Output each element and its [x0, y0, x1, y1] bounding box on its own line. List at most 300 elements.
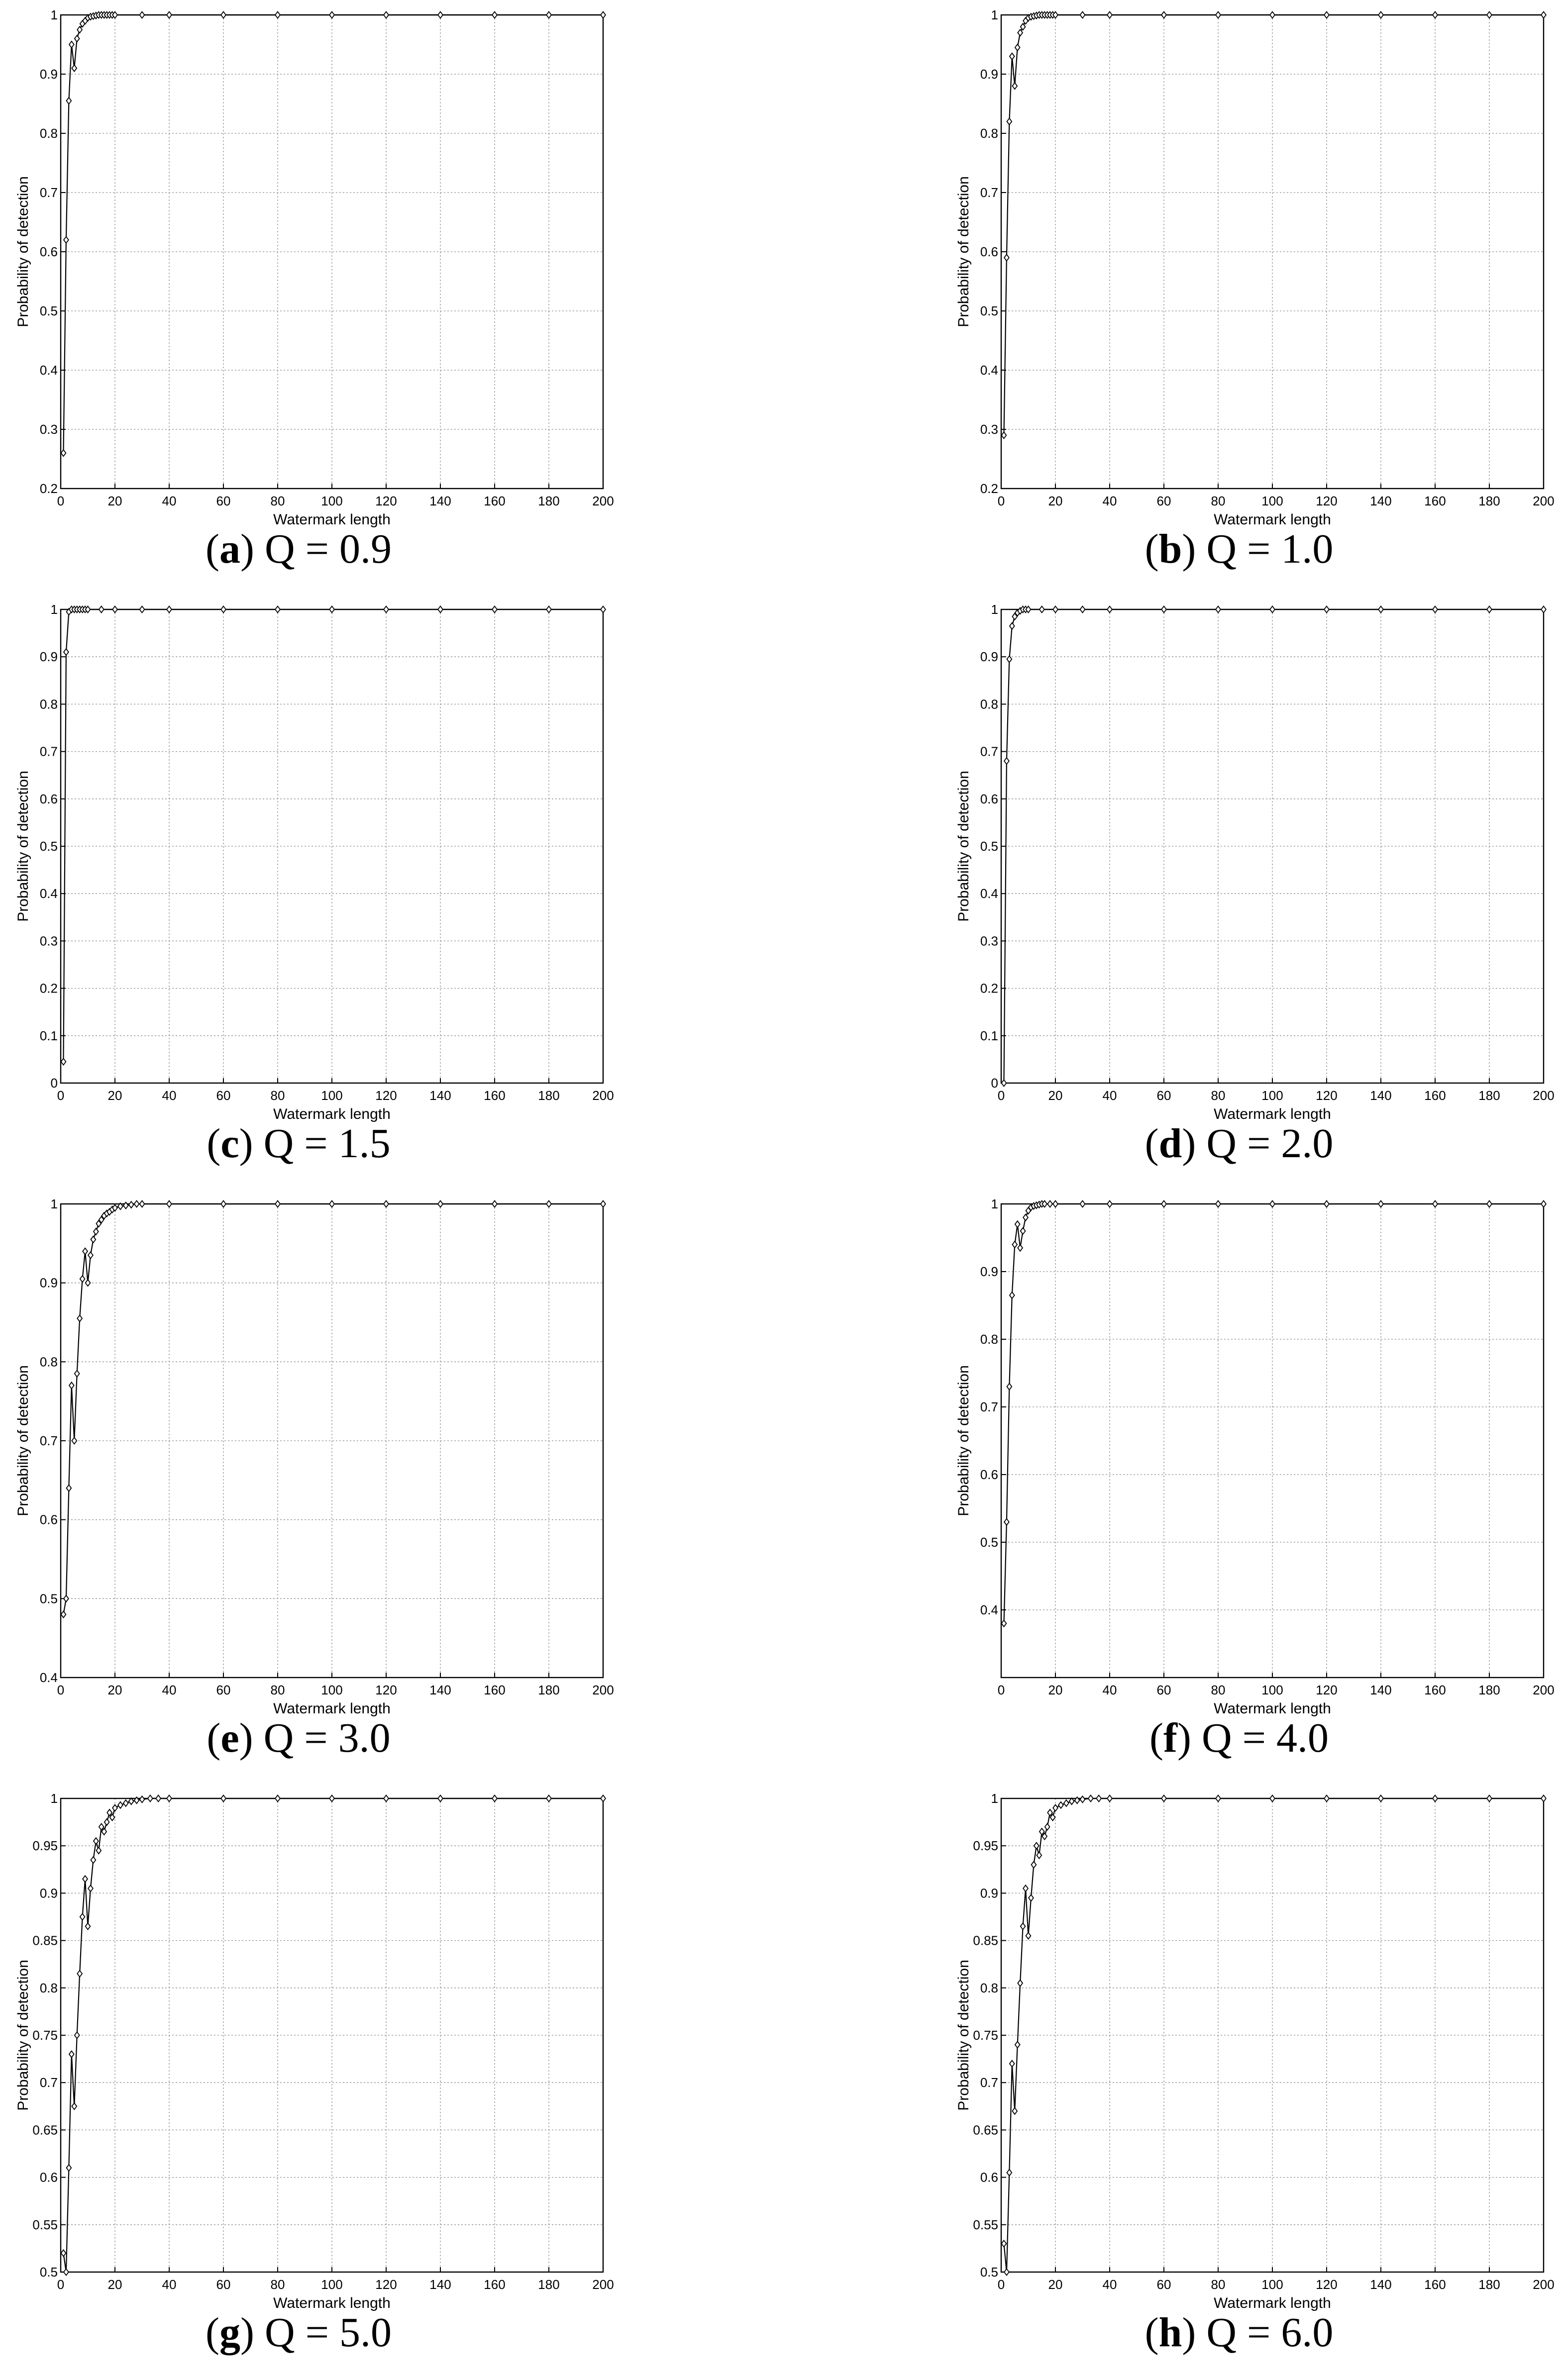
chart-panel-f	[940, 1189, 1555, 1784]
x-tick-label: 120	[375, 494, 397, 508]
x-tick-label: 160	[1424, 1683, 1446, 1697]
data-point-marker	[384, 1795, 389, 1802]
x-tick-label: 60	[1156, 494, 1171, 508]
x-tick-label: 100	[1261, 1683, 1283, 1697]
caption-letter: d	[1158, 1120, 1182, 1167]
data-point-marker	[438, 1795, 443, 1802]
caption-letter: b	[1158, 526, 1182, 572]
y-tick-label: 1	[50, 7, 58, 22]
series-line-0	[63, 609, 603, 1062]
plot-svg-a	[0, 0, 614, 537]
data-point-marker	[1040, 606, 1044, 613]
x-tick-label: 100	[321, 494, 343, 508]
caption-open-paren: (	[205, 526, 219, 572]
y-tick-label: 0.7	[39, 1433, 58, 1448]
data-point-marker	[221, 12, 226, 18]
data-point-marker	[1161, 1795, 1166, 1802]
x-tick-label: 160	[1424, 1088, 1446, 1103]
x-tick-label: 20	[1048, 1683, 1063, 1697]
y-tick-label: 0.6	[980, 791, 998, 806]
x-axis-label: Watermark length	[273, 2295, 391, 2311]
data-point-marker	[1541, 1201, 1546, 1207]
x-tick-label: 180	[1478, 1683, 1500, 1697]
x-tick-label: 160	[484, 2277, 506, 2292]
panel-caption	[0, 526, 597, 572]
data-point-marker	[1012, 2108, 1017, 2114]
series-line-0	[1004, 1204, 1544, 1623]
y-tick-label: 0.7	[39, 2075, 58, 2090]
data-point-marker	[1216, 1201, 1221, 1207]
caption-text: Q = 0.9	[254, 526, 392, 572]
y-tick-label: 0.9	[980, 67, 998, 82]
data-point-marker	[1010, 2061, 1015, 2067]
x-tick-label: 0	[997, 1683, 1005, 1697]
y-tick-label: 0.95	[32, 1838, 58, 1854]
x-tick-label: 140	[1370, 2277, 1392, 2292]
x-axis-label: Watermark length	[273, 1700, 391, 1717]
y-tick-label: 0.4	[39, 363, 58, 378]
data-point-marker	[1053, 1201, 1058, 1207]
chart-panel-e	[0, 1189, 614, 1784]
x-tick-label: 120	[375, 2277, 397, 2292]
caption-text: Q = 5.0	[254, 2309, 392, 2356]
y-tick-label: 0.7	[39, 185, 58, 200]
data-point-marker	[1324, 1795, 1329, 1802]
y-tick-label: 0.3	[39, 422, 58, 437]
x-tick-label: 200	[1533, 1088, 1555, 1103]
data-point-marker	[1487, 12, 1492, 18]
data-point-marker	[69, 1382, 74, 1388]
x-tick-label: 20	[107, 1088, 122, 1103]
caption-close-paren: )	[1177, 1715, 1191, 1761]
data-point-marker	[601, 12, 606, 18]
x-tick-label: 100	[321, 1088, 343, 1103]
data-point-marker	[140, 1796, 145, 1802]
data-point-marker	[77, 1971, 82, 1977]
data-point-marker	[601, 1795, 606, 1802]
y-tick-label: 0.9	[980, 649, 998, 665]
y-tick-label: 0.6	[980, 244, 998, 259]
y-tick-label: 1	[991, 602, 998, 617]
y-axis-label: Probability of detection	[955, 1960, 972, 2111]
caption-text: Q = 6.0	[1196, 2309, 1334, 2356]
data-point-marker	[91, 1236, 96, 1243]
data-point-marker	[1378, 12, 1383, 18]
caption-close-paren: )	[240, 526, 254, 572]
y-tick-label: 0.3	[39, 933, 58, 949]
data-point-marker	[1080, 1201, 1085, 1207]
data-point-marker	[134, 1201, 139, 1207]
data-point-marker	[167, 1201, 172, 1207]
data-point-marker	[1002, 1080, 1007, 1087]
data-point-marker	[156, 1795, 161, 1802]
x-tick-label: 80	[1211, 494, 1226, 508]
x-tick-label: 160	[1424, 2277, 1446, 2292]
data-point-marker	[1053, 606, 1058, 613]
data-point-marker	[546, 12, 551, 18]
caption-letter: e	[220, 1715, 239, 1761]
y-tick-label: 1	[50, 602, 58, 617]
data-point-marker	[1487, 1795, 1492, 1802]
data-point-marker	[1053, 1805, 1058, 1811]
data-point-marker	[1018, 29, 1023, 36]
data-point-marker	[1004, 1519, 1009, 1525]
data-point-marker	[1270, 1201, 1275, 1207]
data-point-marker	[1487, 1201, 1492, 1207]
data-point-marker	[1032, 1862, 1037, 1868]
data-point-marker	[1107, 1201, 1112, 1207]
data-point-marker	[1007, 1384, 1012, 1390]
data-point-marker	[1021, 1923, 1026, 1930]
y-tick-label: 0.85	[973, 1933, 998, 1948]
data-point-marker	[1378, 1201, 1383, 1207]
y-axis-label: Probability of detection	[15, 1960, 31, 2111]
chart-panel-a	[0, 0, 614, 595]
data-point-marker	[221, 606, 226, 613]
y-tick-label: 0.7	[980, 1399, 998, 1414]
data-point-marker	[167, 1795, 172, 1802]
data-point-marker	[1107, 1795, 1112, 1802]
y-tick-label: 0.8	[980, 1332, 998, 1347]
x-tick-label: 80	[1211, 2277, 1226, 2292]
data-point-marker	[1002, 1620, 1007, 1627]
y-axis-label: Probability of detection	[955, 176, 972, 327]
data-point-marker	[1324, 12, 1329, 18]
data-point-marker	[1015, 1221, 1020, 1227]
data-point-marker	[1002, 432, 1007, 438]
y-tick-label: 0.6	[980, 2170, 998, 2185]
data-point-marker	[75, 35, 80, 42]
y-tick-label: 1	[50, 1791, 58, 1806]
data-point-marker	[88, 1252, 93, 1259]
panel-caption	[940, 1121, 1538, 1167]
data-point-marker	[601, 1201, 606, 1207]
grid	[61, 15, 603, 489]
x-tick-label: 160	[1424, 494, 1446, 508]
data-point-marker	[1004, 254, 1009, 261]
chart-panel-d	[940, 595, 1555, 1189]
y-tick-label: 0.2	[39, 981, 58, 996]
x-tick-label: 140	[429, 2277, 451, 2292]
data-point-marker	[77, 26, 82, 33]
x-tick-label: 0	[57, 494, 65, 508]
y-tick-label: 0.4	[980, 1602, 998, 1617]
caption-letter: c	[220, 1120, 239, 1167]
y-tick-label: 0.55	[32, 2217, 58, 2232]
data-point-marker	[123, 1202, 128, 1209]
data-point-marker	[64, 1595, 69, 1602]
data-point-marker	[275, 1795, 280, 1802]
x-tick-label: 0	[997, 1088, 1005, 1103]
data-point-marker	[167, 606, 172, 613]
x-tick-label: 20	[1048, 2277, 1063, 2292]
data-point-marker	[104, 1819, 109, 1825]
data-point-marker	[492, 1201, 497, 1207]
x-tick-label: 160	[484, 1683, 506, 1697]
y-tick-label: 0.8	[39, 126, 58, 141]
x-tick-label: 60	[1156, 1683, 1171, 1697]
x-tick-label: 60	[216, 494, 231, 508]
x-tick-label: 80	[1211, 1088, 1226, 1103]
data-point-marker	[94, 1838, 99, 1844]
plot-svg-f	[940, 1189, 1555, 1726]
grid	[61, 609, 603, 1083]
y-axis-label: Probability of detection	[15, 1365, 31, 1516]
x-tick-label: 200	[592, 494, 614, 508]
x-tick-label: 120	[375, 1683, 397, 1697]
data-point-marker	[75, 1371, 80, 1377]
data-point-marker	[1216, 1795, 1221, 1802]
x-tick-label: 40	[1102, 1088, 1117, 1103]
x-tick-label: 100	[321, 1683, 343, 1697]
x-tick-label: 40	[162, 2277, 177, 2292]
data-point-marker	[66, 98, 71, 104]
grid	[1001, 15, 1544, 489]
x-tick-label: 140	[429, 1088, 451, 1103]
x-tick-label: 60	[1156, 2277, 1171, 2292]
x-tick-label: 80	[1211, 1683, 1226, 1697]
caption-text: Q = 3.0	[253, 1715, 391, 1761]
data-point-marker	[329, 1795, 334, 1802]
plot-svg-g	[0, 1784, 614, 2321]
data-point-marker	[66, 2165, 71, 2171]
y-tick-label: 0.7	[39, 744, 58, 759]
y-tick-label: 0.1	[980, 1028, 998, 1043]
data-point-marker	[1015, 44, 1020, 51]
x-tick-label: 100	[321, 2277, 343, 2292]
caption-text: Q = 2.0	[1196, 1120, 1334, 1167]
y-tick-label: 0.5	[980, 1535, 998, 1550]
data-point-marker	[492, 12, 497, 18]
x-tick-label: 60	[216, 1088, 231, 1103]
data-point-marker	[275, 12, 280, 18]
data-point-marker	[275, 1201, 280, 1207]
chart-panel-b	[940, 0, 1555, 595]
data-point-marker	[80, 1914, 85, 1920]
caption-letter: h	[1158, 2309, 1182, 2356]
panel-caption	[0, 1121, 597, 1167]
data-point-marker	[1324, 606, 1329, 613]
y-tick-label: 0.5	[980, 2265, 998, 2280]
data-point-marker	[1216, 12, 1221, 18]
y-tick-label: 0	[991, 1076, 998, 1091]
x-tick-label: 140	[1370, 1683, 1392, 1697]
x-tick-label: 100	[1261, 1088, 1283, 1103]
y-tick-label: 0.9	[39, 649, 58, 665]
y-tick-label: 0.9	[39, 67, 58, 82]
data-point-marker	[1270, 1795, 1275, 1802]
x-axis-label: Watermark length	[273, 511, 391, 528]
data-point-marker	[1007, 656, 1012, 662]
data-point-marker	[1161, 12, 1166, 18]
data-point-marker	[83, 1248, 88, 1255]
grid	[1001, 1798, 1544, 2272]
x-tick-label: 40	[162, 1088, 177, 1103]
plot-svg-d	[940, 595, 1555, 1132]
y-tick-label: 0.7	[980, 2075, 998, 2090]
data-point-marker	[1004, 758, 1009, 764]
y-tick-label: 0.4	[39, 886, 58, 901]
x-tick-label: 60	[216, 1683, 231, 1697]
y-tick-label: 0.5	[980, 303, 998, 318]
y-axis-label: Probability of detection	[15, 176, 31, 327]
x-tick-label: 140	[429, 494, 451, 508]
data-point-marker	[384, 1201, 389, 1207]
caption-open-paren: (	[205, 2309, 219, 2356]
y-tick-label: 0.2	[980, 981, 998, 996]
data-point-marker	[72, 1438, 77, 1444]
y-tick-label: 0.95	[973, 1838, 998, 1854]
data-point-marker	[1012, 1241, 1017, 1248]
caption-open-paren: (	[207, 1715, 221, 1761]
data-point-marker	[1433, 12, 1438, 18]
x-tick-label: 0	[57, 1683, 65, 1697]
data-point-marker	[438, 606, 443, 613]
data-point-marker	[61, 450, 66, 456]
data-point-marker	[61, 1059, 66, 1065]
x-tick-label: 60	[216, 2277, 231, 2292]
panel-caption	[940, 1715, 1538, 1761]
x-tick-label: 60	[1156, 1088, 1171, 1103]
data-point-marker	[72, 2103, 77, 2109]
data-point-marker	[1015, 2042, 1020, 2048]
x-tick-label: 180	[538, 1683, 560, 1697]
data-point-marker	[221, 1795, 226, 1802]
caption-close-paren: )	[1182, 2309, 1196, 2356]
data-point-marker	[1216, 606, 1221, 613]
plot-svg-e	[0, 1189, 614, 1726]
data-point-marker	[1378, 1795, 1383, 1802]
data-point-marker	[1007, 2170, 1012, 2176]
x-tick-label: 20	[107, 494, 122, 508]
x-tick-label: 200	[592, 1683, 614, 1697]
x-tick-label: 40	[162, 1683, 177, 1697]
data-point-marker	[1270, 12, 1275, 18]
data-point-marker	[64, 649, 69, 655]
y-tick-label: 1	[991, 1791, 998, 1806]
x-tick-label: 120	[1316, 494, 1338, 508]
y-tick-label: 0.3	[980, 933, 998, 949]
data-point-marker	[1007, 118, 1012, 125]
data-point-marker	[1058, 1802, 1063, 1808]
x-tick-label: 140	[1370, 494, 1392, 508]
x-tick-label: 40	[162, 494, 177, 508]
data-point-marker	[546, 606, 551, 613]
caption-letter: f	[1163, 1715, 1177, 1761]
caption-open-paren: (	[1144, 526, 1159, 572]
x-tick-label: 40	[1102, 1683, 1117, 1697]
y-tick-label: 1	[50, 1196, 58, 1211]
data-point-marker	[140, 1201, 145, 1207]
x-tick-label: 160	[484, 494, 506, 508]
data-point-marker	[384, 12, 389, 18]
chart-panel-c	[0, 595, 614, 1189]
caption-close-paren: )	[1182, 1120, 1196, 1167]
y-tick-label: 0.6	[39, 791, 58, 806]
data-point-marker	[1010, 53, 1015, 60]
plot-svg-h	[940, 1784, 1555, 2321]
grid	[61, 1798, 603, 2272]
x-tick-label: 120	[1316, 2277, 1338, 2292]
y-tick-label: 0.85	[32, 1933, 58, 1948]
data-point-marker	[167, 12, 172, 18]
data-point-marker	[1037, 1852, 1041, 1859]
data-point-marker	[1270, 606, 1275, 613]
x-tick-label: 200	[1533, 494, 1555, 508]
caption-text: Q = 4.0	[1191, 1715, 1329, 1761]
data-point-marker	[1487, 606, 1492, 613]
data-point-marker	[1023, 1214, 1028, 1221]
data-point-marker	[1012, 83, 1017, 89]
panel-caption	[0, 1715, 597, 1761]
y-tick-label: 1	[991, 7, 998, 22]
data-point-marker	[1029, 1894, 1034, 1901]
data-point-marker	[83, 1876, 88, 1882]
data-point-marker	[1080, 12, 1085, 18]
caption-text: Q = 1.0	[1196, 526, 1334, 572]
data-point-marker	[329, 12, 334, 18]
series-line-0	[1004, 15, 1544, 435]
data-point-marker	[129, 1201, 134, 1208]
y-tick-label: 0.6	[980, 1467, 998, 1482]
data-point-marker	[61, 1611, 66, 1618]
x-axis-label: Watermark length	[1214, 1700, 1331, 1717]
data-point-marker	[1021, 23, 1026, 30]
y-tick-label: 0.4	[39, 1670, 58, 1685]
data-point-marker	[1433, 1201, 1438, 1207]
data-point-marker	[88, 1885, 93, 1891]
data-point-marker	[221, 1201, 226, 1207]
data-point-marker	[438, 12, 443, 18]
caption-open-paren: (	[1144, 2309, 1159, 2356]
data-point-marker	[1010, 623, 1015, 629]
y-tick-label: 0.2	[980, 481, 998, 496]
y-tick-label: 0.5	[980, 839, 998, 854]
data-point-marker	[118, 1802, 123, 1808]
x-tick-label: 200	[1533, 1683, 1555, 1697]
x-tick-label: 100	[1261, 2277, 1283, 2292]
x-tick-label: 20	[107, 1683, 122, 1697]
data-point-marker	[1018, 1980, 1023, 1986]
data-point-marker	[1004, 2269, 1009, 2276]
data-point-marker	[1161, 1201, 1166, 1207]
y-tick-label: 0.65	[32, 2122, 58, 2138]
y-tick-label: 0.6	[39, 1512, 58, 1527]
data-point-marker	[1002, 2240, 1007, 2247]
data-point-marker	[1378, 606, 1383, 613]
x-axis-label: Watermark length	[1214, 2295, 1331, 2311]
x-tick-label: 120	[1316, 1683, 1338, 1697]
data-point-marker	[275, 606, 280, 613]
data-point-marker	[329, 1201, 334, 1207]
caption-text: Q = 1.5	[253, 1120, 391, 1167]
y-tick-label: 0.2	[39, 481, 58, 496]
data-point-marker	[1034, 1843, 1039, 1849]
x-tick-label: 80	[270, 1088, 285, 1103]
x-tick-label: 0	[997, 2277, 1005, 2292]
data-point-marker	[1045, 1824, 1050, 1830]
caption-close-paren: )	[1182, 526, 1196, 572]
data-point-marker	[1023, 1885, 1028, 1891]
x-tick-label: 20	[1048, 1088, 1063, 1103]
y-tick-label: 0.8	[39, 696, 58, 712]
y-tick-label: 0.5	[39, 839, 58, 854]
data-point-marker	[140, 12, 145, 18]
data-point-marker	[96, 1847, 101, 1854]
data-point-marker	[1433, 606, 1438, 613]
x-tick-label: 180	[1478, 2277, 1500, 2292]
data-point-marker	[64, 237, 69, 243]
